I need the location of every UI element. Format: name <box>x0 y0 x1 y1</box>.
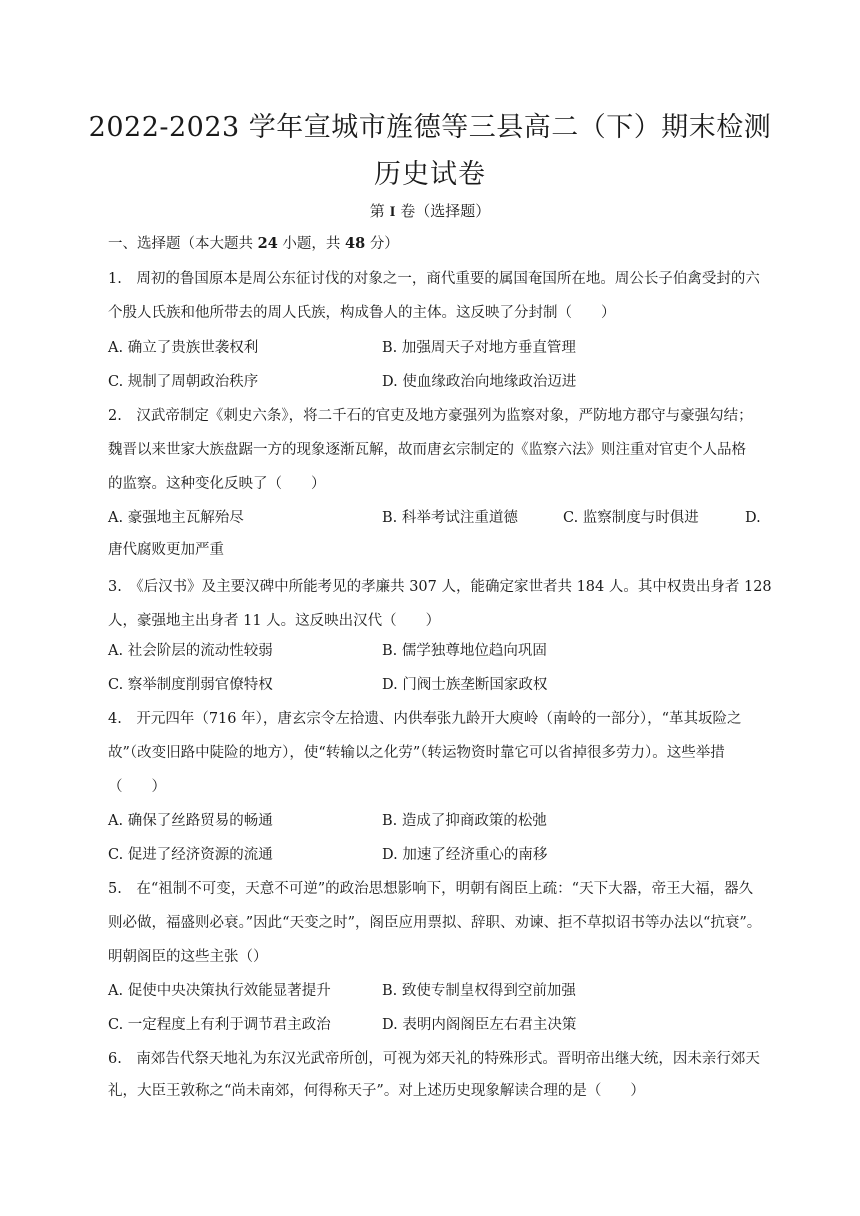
question-2-option-d-text: 唐代腐败更加严重 <box>108 542 224 558</box>
volume-number: I <box>389 204 396 220</box>
question-4-option-b: B. 造成了抑商政策的松弛 <box>382 813 547 829</box>
exam-title: 2022-2023 学年宣城市旌德等三县高二（下）期末检测 <box>88 112 772 143</box>
question-4-option-a: A. 确保了丝路贸易的畅通 <box>108 813 273 829</box>
question-5-line-1: 5. 在“祖制不可变，天意不可逆”的政治思想影响下，明朝有阁臣上疏：“天下大器，帝王大福，器久 <box>108 881 754 897</box>
question-5-line-3: 明朝阁臣的这些主张（） <box>108 949 268 965</box>
question-5-line-2: 则必做，福盛则必衰。”因此“天变之时”，阁臣应用票拟、辞职、劝谏、拒不草拟诏书等办法以“抗衰”。 <box>108 915 762 931</box>
section-mid: 小题，共 <box>282 236 341 252</box>
question-1-line-2: 个殷人氏族和他所带去的周人氏族，构成鲁人的主体。这反映了分封制（ ） <box>108 305 616 321</box>
question-1-option-d: D. 使血缘政治向地缘政治迈进 <box>382 374 577 390</box>
question-2-option-d-label: D. <box>745 510 761 526</box>
question-4-option-c: C. 促进了经济资源的流通 <box>108 847 273 863</box>
question-6-line-1: 6. 南郊告代祭天地礼为东汉光武帝所创，可视为郊天礼的特殊形式。晋明帝出继大统，因未亲行郊天 <box>108 1051 760 1067</box>
question-1-option-b: B. 加强周天子对地方垂直管理 <box>382 340 576 356</box>
total-points: 48 <box>345 235 366 252</box>
section-heading <box>108 233 788 255</box>
question-1-option-a: A. 确立了贵族世袭权利 <box>108 340 259 356</box>
question-2-option-a: A. 豪强地主瓦解殆尽 <box>108 510 244 526</box>
question-2-option-c: C. 监察制度与时俱进 <box>563 510 699 526</box>
question-1-option-c: C. 规制了周朝政治秩序 <box>108 374 259 390</box>
question-4-line-2: 故”（改变旧路中陡险的地方），使“转输以之化劳”（转运物资时靠它可以省掉很多劳力）。这些举措 <box>108 745 725 761</box>
question-4-line-1: 4. 开元四年（716 年），唐玄宗令左拾遗、内供奉张九龄开大庾岭（南岭的一部分），“革其坂险之 <box>108 711 742 727</box>
question-3-option-b: B. 儒学独尊地位趋向巩固 <box>382 643 547 659</box>
question-2-option-b: B. 科举考试注重道德 <box>382 510 518 526</box>
section-prefix: 一、选择题（本大题共 <box>108 236 253 252</box>
question-5-option-b: B. 致使专制皇权得到空前加强 <box>382 983 576 999</box>
question-1-line-1: 1. 周初的鲁国原本是周公东征讨伐的对象之一，商代重要的属国奄国所在地。周公长子伯禽受封的六 <box>108 271 760 287</box>
question-3-option-c: C. 察举制度削弱官僚特权 <box>108 677 273 693</box>
question-3-option-a: A. 社会阶层的流动性较弱 <box>108 643 273 659</box>
volume-prefix: 第 <box>369 202 385 220</box>
volume-suffix: 卷（选择题） <box>400 202 491 220</box>
section-suffix: 分） <box>369 236 399 252</box>
subject-title: 历史试卷 <box>374 159 486 190</box>
question-4-option-d: D. 加速了经济重心的南移 <box>382 847 548 863</box>
question-5-option-c: C. 一定程度上有利于调节君主政治 <box>108 1017 331 1033</box>
volume-heading <box>0 199 860 224</box>
question-5-option-d: D. 表明内阁阁臣左右君主决策 <box>382 1017 577 1033</box>
question-2-line-3: 的监察。这种变化反映了（ ） <box>108 476 326 492</box>
question-6-line-2: 礼，大臣王敦称之“尚未南郊，何得称天子”。对上述历史现象解读合理的是（ ） <box>108 1083 645 1099</box>
question-count: 24 <box>257 235 278 252</box>
question-3-option-d: D. 门阀士族垄断国家政权 <box>382 677 548 693</box>
question-3-line-1: 3. 《后汉书》及主要汉碑中所能考见的孝廉共 307 人，能确定家世者共 184 人。其中权贵出身者 128 <box>108 579 772 595</box>
question-2-line-2: 魏晋以来世家大族盘踞一方的现象逐渐瓦解，故而唐玄宗制定的《监察六法》则注重对官吏个人品格 <box>108 442 746 458</box>
question-2-line-1: 2. 汉武帝制定《刺史六条》，将二千石的官吏及地方豪强列为监察对象，严防地方郡守与豪强勾结； <box>108 408 753 424</box>
question-4-line-3: （ ） <box>108 779 166 795</box>
question-5-option-a: A. 促使中央决策执行效能显著提升 <box>108 983 331 999</box>
question-3-line-2: 人，豪强地主出身者 11 人。这反映出汉代（ ） <box>108 613 441 629</box>
